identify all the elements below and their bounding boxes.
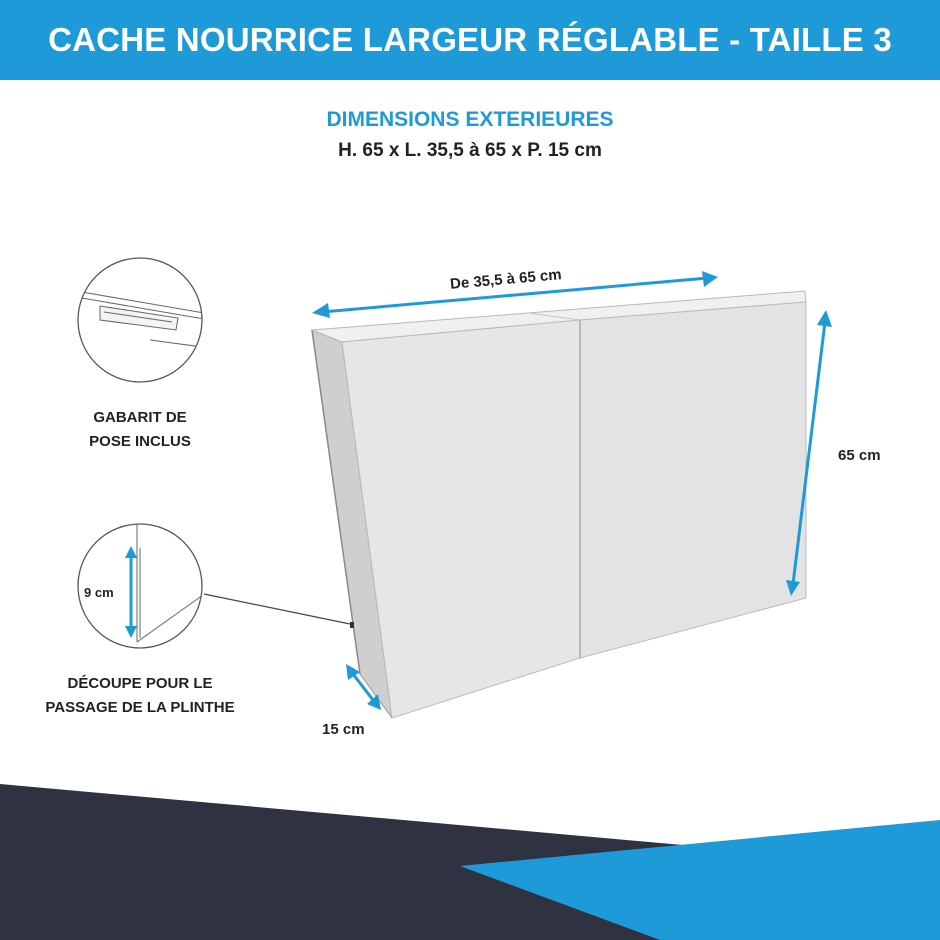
- cutout-height-label: 9 cm: [84, 585, 114, 600]
- cutout-caption-line-2: PASSAGE DE LA PLINTHE: [45, 699, 235, 716]
- template-detail-circle: [70, 258, 210, 382]
- cutout-caption-line-1: DÉCOUPE POUR LE: [67, 675, 213, 692]
- width-label: De 35,5 à 65 cm: [449, 266, 563, 293]
- template-caption-line-1: GABARIT DE: [93, 409, 187, 426]
- cabinet: [312, 291, 806, 718]
- template-caption-line-2: POSE INCLUS: [89, 433, 191, 450]
- template-caption: [40, 406, 240, 454]
- cutout-leader-line: [204, 594, 350, 624]
- cutout-caption: [20, 672, 260, 720]
- page-title: CACHE NOURRICE LARGEUR RÉGLABLE - TAILLE 3: [48, 21, 892, 58]
- plinth-cutout-notch: [350, 622, 354, 628]
- cabinet-front-right-panel: [580, 302, 806, 658]
- dimensions-value: H. 65 x L. 35,5 à 65 x P. 15 cm: [338, 140, 602, 161]
- dimensions-heading: DIMENSIONS EXTERIEURES: [326, 108, 614, 131]
- depth-label: 15 cm: [322, 721, 365, 738]
- height-label: 65 cm: [838, 447, 881, 464]
